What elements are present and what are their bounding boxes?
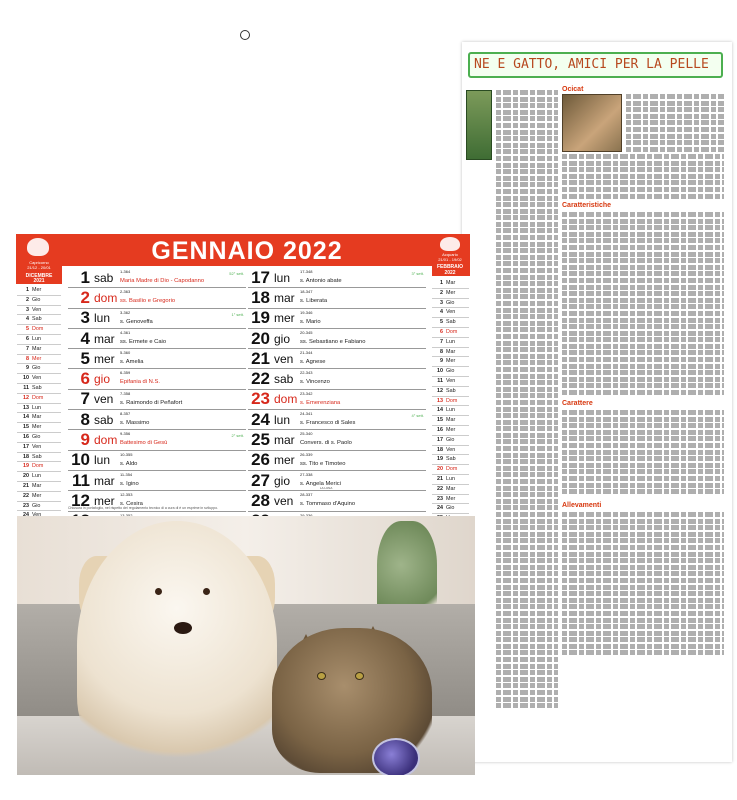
calendar-day bbox=[248, 430, 426, 450]
weekday: Mar bbox=[32, 482, 42, 489]
day-of-year: 21-344 bbox=[300, 350, 313, 356]
weekday: Ven bbox=[446, 446, 456, 453]
day-number: 3 bbox=[26, 306, 29, 313]
day-of-year: 28-337 bbox=[300, 492, 313, 498]
weekday: gio bbox=[274, 331, 291, 346]
day-of-year: 3-362 bbox=[120, 309, 131, 315]
saint-name: ss. Basilio e Gregorio bbox=[120, 298, 176, 305]
weekday: Lun bbox=[446, 475, 455, 482]
weekday: Lun bbox=[32, 404, 41, 411]
day-number: 2 bbox=[26, 296, 29, 303]
weekday: sab bbox=[274, 372, 294, 387]
weekday: lun bbox=[94, 311, 111, 326]
day-number: 23 bbox=[23, 502, 29, 509]
day-of-year: 11-354 bbox=[120, 471, 133, 477]
weekday: lun bbox=[94, 453, 111, 468]
day-number: 6 bbox=[26, 335, 29, 342]
weekday: sab bbox=[94, 270, 114, 285]
calendar-day bbox=[248, 268, 426, 288]
day-number: 13 bbox=[437, 397, 443, 404]
day-number: 27 bbox=[251, 470, 270, 490]
weekday: Lun bbox=[32, 473, 41, 480]
caratteristiche-text bbox=[562, 212, 724, 400]
day-of-year: 10-355 bbox=[120, 451, 133, 457]
weekday: ven bbox=[274, 493, 294, 508]
weekday: Dom bbox=[32, 463, 44, 470]
day-row bbox=[431, 338, 469, 348]
weekday: gio bbox=[94, 372, 111, 387]
day-number: 18 bbox=[437, 446, 443, 453]
day-number: 10 bbox=[23, 375, 29, 382]
day-number: 9 bbox=[26, 365, 29, 372]
article-sheet bbox=[462, 42, 732, 762]
saint-name: s. Massimo bbox=[120, 420, 150, 427]
day-number: 26 bbox=[251, 450, 270, 470]
weekday: Sab bbox=[32, 384, 42, 391]
day-of-year: 17-348 bbox=[300, 269, 313, 274]
article-column-1 bbox=[496, 90, 558, 730]
calendar-day bbox=[248, 410, 426, 430]
day-row bbox=[431, 485, 469, 495]
weekday: mar bbox=[274, 433, 295, 448]
day-row bbox=[431, 504, 469, 514]
golden-retriever bbox=[77, 521, 277, 771]
moon-legend: LA LUNA bbox=[320, 486, 333, 490]
day-row bbox=[431, 318, 469, 328]
saint-name: s. Emerenziana bbox=[300, 399, 341, 406]
day-number: 5 bbox=[26, 326, 29, 333]
day-row bbox=[17, 325, 61, 335]
weekday: Gio bbox=[446, 368, 455, 375]
day-number: 12 bbox=[71, 490, 90, 510]
day-number: 19 bbox=[437, 456, 443, 463]
weekday: Ven bbox=[32, 375, 42, 382]
weekday: Mar bbox=[32, 345, 42, 352]
day-number: 25 bbox=[251, 430, 270, 450]
saint-name: s. Angela Merici bbox=[300, 480, 341, 487]
month-title: GENNAIO 2022 bbox=[62, 234, 432, 266]
day-number: 14 bbox=[23, 414, 29, 421]
day-row bbox=[17, 502, 61, 512]
toy-ball bbox=[372, 738, 420, 775]
day-number: 18 bbox=[251, 287, 270, 307]
weekday: Dom bbox=[446, 397, 458, 404]
saint-name: s. Liberata bbox=[300, 298, 328, 305]
day-row bbox=[431, 397, 469, 407]
day-number: 21 bbox=[437, 475, 443, 482]
calendar-day bbox=[248, 288, 426, 308]
day-row bbox=[17, 296, 61, 306]
carattere-text bbox=[562, 410, 724, 500]
dog-eye-left bbox=[155, 588, 162, 595]
saint-name: Battesimo di Gesù bbox=[120, 440, 168, 447]
day-number: 20 bbox=[23, 473, 29, 480]
day-of-year: 26-339 bbox=[300, 451, 313, 457]
day-number: 22 bbox=[251, 369, 270, 389]
day-number: 2 bbox=[440, 289, 443, 296]
saint-name: ss. Ermete e Caio bbox=[120, 338, 167, 345]
weekday: dom bbox=[94, 290, 118, 305]
day-number: 22 bbox=[23, 492, 29, 499]
day-row bbox=[17, 433, 61, 443]
day-row bbox=[431, 436, 469, 446]
saint-name: s. Aldo bbox=[120, 460, 138, 467]
day-of-year: 9-356 bbox=[120, 431, 131, 437]
february-panel bbox=[430, 234, 470, 516]
day-row bbox=[17, 482, 61, 492]
weekday: Ven bbox=[446, 377, 456, 384]
day-row bbox=[17, 443, 61, 453]
day-number: 3 bbox=[440, 299, 443, 306]
day-row bbox=[17, 364, 61, 374]
weekday: Sab bbox=[32, 453, 42, 460]
day-row bbox=[17, 315, 61, 325]
day-row bbox=[431, 387, 469, 397]
weekday: Mer bbox=[32, 287, 42, 293]
february-label: FEBBRAIO 2022 bbox=[430, 264, 470, 276]
day-of-year: 5-360 bbox=[120, 350, 131, 356]
allevamenti-text bbox=[562, 512, 724, 662]
pets-photo bbox=[17, 516, 475, 775]
day-number: 4 bbox=[26, 316, 29, 323]
weekday: Ven bbox=[446, 309, 456, 316]
day-of-year: 25-340 bbox=[300, 431, 313, 437]
day-number: 18 bbox=[23, 453, 29, 460]
calendar-day bbox=[248, 451, 426, 471]
weekday: lun bbox=[274, 412, 291, 427]
cat-eye-left bbox=[317, 672, 326, 680]
calendar-day bbox=[248, 349, 426, 369]
day-number: 1 bbox=[440, 280, 443, 286]
hanging-hole bbox=[240, 30, 250, 40]
weekday: Mar bbox=[32, 414, 42, 421]
weekday: mar bbox=[94, 331, 115, 346]
day-row bbox=[431, 406, 469, 416]
weekday: Mar bbox=[446, 348, 456, 355]
day-number: 8 bbox=[26, 355, 29, 362]
january-calendar bbox=[62, 234, 432, 516]
day-number: 17 bbox=[251, 267, 270, 287]
february-days bbox=[431, 279, 469, 553]
day-row bbox=[17, 453, 61, 463]
weekday: Dom bbox=[32, 326, 44, 333]
weekday: mar bbox=[274, 290, 295, 305]
day-row bbox=[431, 495, 469, 505]
day-row bbox=[431, 455, 469, 465]
day-number: 16 bbox=[437, 426, 443, 433]
day-row bbox=[17, 472, 61, 482]
week-number: 2° sett. bbox=[231, 433, 244, 439]
day-row bbox=[431, 377, 469, 387]
calendar-day bbox=[68, 349, 246, 369]
weekday: mar bbox=[94, 473, 115, 488]
day-of-year: 22-343 bbox=[300, 370, 313, 376]
weekday: Dom bbox=[446, 328, 458, 335]
day-number: 9 bbox=[440, 358, 443, 365]
calendar-day bbox=[68, 309, 246, 329]
weekday: Dom bbox=[446, 466, 458, 473]
weekday: Lun bbox=[446, 338, 455, 345]
day-row bbox=[431, 308, 469, 318]
day-number: 24 bbox=[437, 505, 443, 512]
weekday: Mer bbox=[446, 426, 456, 433]
saint-name: Epifania di N.S. bbox=[120, 379, 160, 386]
day-of-year: 18-347 bbox=[300, 289, 313, 295]
day-row bbox=[431, 348, 469, 358]
weekday: Mer bbox=[32, 492, 42, 499]
day-number: 22 bbox=[437, 485, 443, 492]
day-number: 28 bbox=[251, 490, 270, 510]
saint-name: ss. Sebastiano e Fabiano bbox=[300, 338, 366, 345]
calendar-day bbox=[248, 369, 426, 389]
day-row bbox=[431, 328, 469, 338]
weekday: ven bbox=[94, 392, 114, 407]
day-of-year: 12-353 bbox=[120, 492, 133, 498]
day-number: 6 bbox=[80, 369, 90, 389]
weekday: Sab bbox=[446, 456, 456, 463]
day-of-year: 1-364 bbox=[120, 269, 131, 274]
section-heading-ocicat: Ocicat bbox=[562, 86, 584, 93]
day-row bbox=[17, 374, 61, 384]
calendar-day bbox=[248, 329, 426, 349]
day-row bbox=[431, 357, 469, 367]
day-number: 24 bbox=[251, 409, 270, 429]
day-number: 4 bbox=[80, 328, 90, 348]
weekday: Mar bbox=[446, 485, 456, 492]
day-number: 5 bbox=[80, 348, 90, 368]
calendar-day bbox=[248, 309, 426, 329]
day-of-year: 4-361 bbox=[120, 329, 131, 335]
saint-name: s. Igino bbox=[120, 480, 139, 487]
saint-name: s. Amelia bbox=[120, 359, 144, 366]
day-number: 21 bbox=[23, 482, 29, 489]
day-number: 4 bbox=[440, 309, 443, 316]
dog-eye-right bbox=[203, 588, 210, 595]
day-number: 8 bbox=[440, 348, 443, 355]
week-number: 4° sett. bbox=[411, 413, 424, 419]
weekday: Sab bbox=[32, 316, 42, 323]
calendar-day bbox=[248, 390, 426, 410]
day-number: 10 bbox=[437, 368, 443, 375]
saint-name: Maria Madre di Dio - Capodanno bbox=[120, 278, 205, 284]
day-of-year: 24-341 bbox=[300, 411, 313, 417]
day-number: 21 bbox=[251, 348, 270, 368]
footer-note: Chiusura in portafoglio, nel rispetto dei regolamento tecnico di a cura di è un esprime in sviluppo. bbox=[68, 506, 219, 510]
day-number: 23 bbox=[437, 495, 443, 502]
section-heading-carattere: Carattere bbox=[562, 400, 593, 407]
day-number: 20 bbox=[251, 328, 270, 348]
article-title: NE E GATTO, AMICI PER LA PELLE bbox=[468, 52, 723, 78]
calendar-day bbox=[68, 430, 246, 450]
day-row bbox=[431, 475, 469, 485]
day-row bbox=[17, 394, 61, 404]
day-number: 19 bbox=[251, 308, 270, 328]
day-of-year: 19-346 bbox=[300, 309, 313, 315]
day-of-year: 7-358 bbox=[120, 390, 131, 396]
day-number: 12 bbox=[23, 394, 29, 401]
calendar-day bbox=[68, 329, 246, 349]
cat-eye-right bbox=[355, 672, 364, 680]
weekday: mer bbox=[94, 351, 115, 366]
day-number: 3 bbox=[80, 308, 90, 328]
weekday: Dom bbox=[32, 394, 44, 401]
day-number: 15 bbox=[23, 424, 29, 431]
weekday: Mar bbox=[446, 280, 456, 286]
weekday: Mer bbox=[446, 495, 456, 502]
ocicat-intro bbox=[626, 94, 724, 152]
calendar-day bbox=[68, 268, 246, 288]
weekday: Gio bbox=[32, 365, 41, 372]
weekday: lun bbox=[274, 270, 291, 285]
day-number: 1 bbox=[80, 267, 90, 287]
day-number: 7 bbox=[80, 389, 90, 409]
day-row bbox=[17, 404, 61, 414]
day-row bbox=[17, 423, 61, 433]
day-row bbox=[431, 289, 469, 299]
day-of-year: 23-342 bbox=[300, 390, 313, 396]
day-row bbox=[431, 367, 469, 377]
saint-name: s. Agnese bbox=[300, 359, 326, 366]
day-row bbox=[431, 416, 469, 426]
day-row bbox=[431, 465, 469, 475]
weekday: sab bbox=[94, 412, 114, 427]
calendar-day bbox=[68, 390, 246, 410]
weekday: Lun bbox=[32, 335, 41, 342]
day-number: 11 bbox=[72, 470, 90, 490]
saint-name: s. Cesira bbox=[120, 501, 143, 508]
calendar-day bbox=[68, 288, 246, 308]
day-number: 9 bbox=[80, 430, 90, 450]
weekday: Ven bbox=[32, 443, 42, 450]
day-number: 12 bbox=[437, 387, 443, 394]
day-row bbox=[17, 413, 61, 423]
weekday: mer bbox=[94, 493, 115, 508]
day-of-year: 8-357 bbox=[120, 411, 131, 417]
calendar-day bbox=[68, 410, 246, 430]
day-number: 5 bbox=[440, 319, 443, 326]
weekday: Gio bbox=[446, 299, 455, 306]
day-number: 19 bbox=[23, 463, 29, 470]
saint-name: s. Francesco di Sales bbox=[300, 420, 356, 427]
section-heading-caratteristiche: Caratteristiche bbox=[562, 202, 612, 209]
day-number: 14 bbox=[437, 407, 443, 414]
day-of-year: 27-338 bbox=[300, 471, 313, 477]
weekday: Mer bbox=[32, 355, 42, 362]
weekday: Gio bbox=[32, 433, 41, 440]
day-number: 1 bbox=[26, 287, 29, 293]
saint-name: s. Vincenzo bbox=[300, 379, 330, 386]
day-row bbox=[431, 426, 469, 436]
weekday: dom bbox=[94, 433, 118, 448]
day-number: 17 bbox=[437, 436, 443, 443]
weekday: Mer bbox=[446, 358, 456, 365]
cat-photo-thumbnail bbox=[562, 94, 622, 152]
day-number: 7 bbox=[26, 345, 29, 352]
weekday: Lun bbox=[446, 407, 455, 414]
week-number: 1° sett. bbox=[231, 311, 244, 317]
saint-name: s. Mario bbox=[300, 318, 321, 325]
calendar-day bbox=[68, 471, 246, 491]
week-number: 52° sett. bbox=[229, 271, 244, 276]
saint-name: Convers. di s. Paolo bbox=[300, 440, 352, 447]
day-number: 11 bbox=[437, 377, 443, 384]
day-row bbox=[17, 462, 61, 472]
dog-nose bbox=[174, 622, 192, 634]
weekday: Gio bbox=[446, 505, 455, 512]
day-number: 6 bbox=[440, 328, 443, 335]
saint-name: s. Raimondo di Peñafort bbox=[120, 399, 183, 406]
day-row bbox=[17, 355, 61, 365]
day-row bbox=[17, 492, 61, 502]
day-row bbox=[17, 286, 61, 296]
day-number: 2 bbox=[80, 287, 90, 307]
weekday: mer bbox=[274, 311, 295, 326]
week-number: 3° sett. bbox=[411, 271, 424, 276]
ocicat-text bbox=[562, 154, 724, 202]
day-number: 23 bbox=[251, 389, 270, 409]
sign-acquario: Acquario 21/01 - 19/02 bbox=[430, 234, 470, 264]
saint-name: s. Tommaso d'Aquino bbox=[300, 501, 356, 508]
day-of-year: 20-345 bbox=[300, 329, 313, 335]
saint-name: ss. Tito e Timoteo bbox=[300, 460, 346, 467]
weekday: Mer bbox=[32, 424, 42, 431]
day-row bbox=[17, 306, 61, 316]
aquarius-icon bbox=[440, 237, 460, 251]
weekday: Sab bbox=[446, 387, 456, 394]
day-row bbox=[17, 345, 61, 355]
day-of-year: 6-359 bbox=[120, 370, 131, 376]
day-number: 20 bbox=[437, 466, 443, 473]
day-number: 8 bbox=[80, 409, 90, 429]
day-row bbox=[431, 299, 469, 309]
section-heading-allevamenti: Allevamenti bbox=[562, 502, 602, 509]
weekday: mer bbox=[274, 453, 295, 468]
weekday: Ven bbox=[32, 306, 42, 313]
day-row bbox=[17, 384, 61, 394]
weekday: Gio bbox=[32, 296, 41, 303]
dog-photo-thumbnail bbox=[466, 90, 492, 160]
day-number: 16 bbox=[23, 433, 29, 440]
day-row bbox=[431, 279, 469, 289]
capricorn-icon bbox=[27, 238, 49, 256]
sign-capricorno: Capricorno 21/12 - 20/01 bbox=[16, 234, 62, 274]
saint-name: s. Antonio abate bbox=[300, 278, 342, 284]
day-of-year: 2-363 bbox=[120, 289, 131, 295]
december-label: DICEMBRE 2021 bbox=[16, 274, 62, 284]
day-number: 11 bbox=[23, 384, 29, 391]
day-number: 13 bbox=[23, 404, 29, 411]
calendar-day bbox=[68, 451, 246, 471]
day-number: 17 bbox=[23, 443, 29, 450]
saint-name: s. Genoveffa bbox=[120, 318, 153, 325]
weekday: ven bbox=[274, 351, 294, 366]
calendar-day bbox=[68, 369, 246, 389]
weekday: dom bbox=[274, 392, 298, 407]
day-number: 7 bbox=[440, 338, 443, 345]
day-row bbox=[17, 335, 61, 345]
weekday: Mar bbox=[446, 417, 456, 424]
day-number: 15 bbox=[437, 417, 443, 424]
day-row bbox=[431, 446, 469, 456]
weekday: Gio bbox=[32, 502, 41, 509]
weekday: Gio bbox=[446, 436, 455, 443]
weekday: Mer bbox=[446, 289, 456, 296]
weekday: gio bbox=[274, 473, 291, 488]
weekday: Sab bbox=[446, 319, 456, 326]
day-number: 10 bbox=[71, 450, 90, 470]
